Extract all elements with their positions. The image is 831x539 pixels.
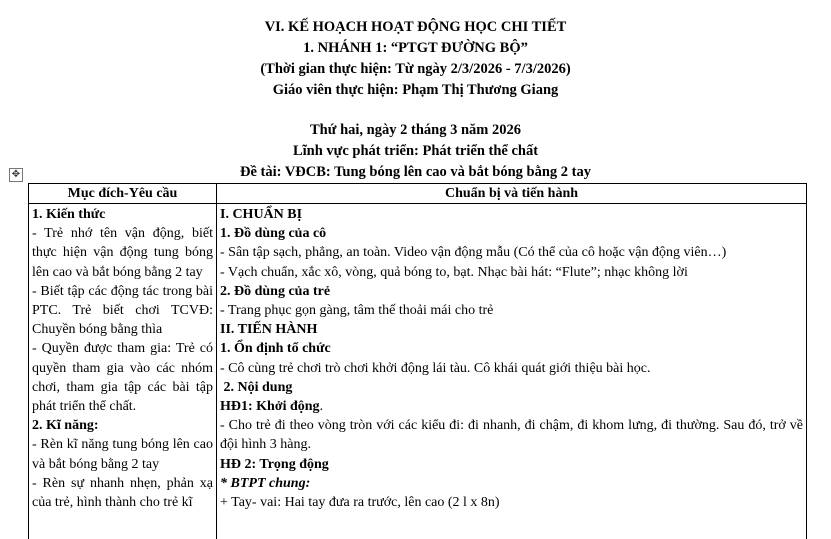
col-header-preparation: Chuẩn bị và tiến hành (217, 184, 807, 204)
knowledge-item: - Biết tập các động tác trong bài PTC. Trẻ biết chơi TCVĐ: Chuyền bóng bằng thìa (32, 283, 213, 338)
col-header-objectives: Mục đích-Yêu cầu (29, 184, 217, 204)
btpt-item: + Tay- vai: Hai tay đưa ra trước, lên cao (2 l x 8n) (220, 495, 500, 511)
development-field: Lĩnh vực phát triển: Phát triển thể chất (292, 143, 539, 159)
hd1-dot: . (319, 399, 324, 415)
procedure-title: II. TIẾN HÀNH (220, 322, 318, 338)
branch-title: 1. NHÁNH 1: “PTGT ĐƯỜNG BỘ” (303, 40, 528, 56)
knowledge-title: 1. Kiến thức (32, 207, 106, 222)
skills-item: - Rèn kĩ năng tung bóng lên cao và bắt bóng bằng 2 tay (32, 437, 213, 472)
table-header-row (29, 184, 807, 204)
teacher-tools-item: - Vạch chuẩn, xắc xô, vòng, quả bóng to, bạt. Nhạc bài hát: “Flute”; nhạc không lời (220, 264, 688, 280)
hd1-title: HĐ1: Khởi động (220, 399, 320, 415)
skills-title: 2. Kĩ năng: (32, 418, 99, 434)
spacer (0, 101, 831, 120)
objectives-cell (29, 204, 217, 539)
content-title: 2. Nội dung (220, 379, 293, 395)
knowledge-item: - Quyền được tham gia: Trẻ có quyền tham gia vào các nhóm chơi, tham gia tập các bài tập phát triển thể chất. (32, 341, 213, 415)
stabilize-item: - Cô cùng trẻ chơi trò chơi khởi động lái tàu. Cô khái quát giới thiệu bài học. (220, 360, 651, 376)
hd1-line (220, 397, 803, 416)
document-header (0, 17, 831, 183)
skills-item: - Rèn sự nhanh nhẹn, phản xạ của trẻ, hình thành cho trẻ kĩ (32, 475, 213, 511)
move-icon[interactable]: ✥ (9, 168, 23, 182)
preparation-cell (217, 204, 807, 539)
knowledge-item: - Trẻ nhớ tên vận động, biết thực hiện vận động tung bóng lên cao và bắt bóng bằng 2 tay (32, 226, 213, 280)
child-tools-item: - Trang phục gọn gàng, tâm thế thoải mái cho trẻ (220, 303, 494, 319)
prep-title: I. CHUẨN BỊ (220, 207, 303, 222)
teacher-name: Giáo viên thực hiện: Phạm Thị Thương Giang (272, 82, 559, 98)
child-tools-title: 2. Đồ dùng của trẻ (220, 283, 331, 299)
teacher-tools-item: - Sân tập sạch, phẳng, an toàn. Video vận động mẫu (Có thể của cô hoặc vận động viên…) (220, 245, 727, 261)
teacher-tools-title: 1. Đồ dùng của cô (220, 226, 327, 242)
lesson-date: Thứ hai, ngày 2 tháng 3 năm 2026 (310, 122, 521, 138)
time-period: (Thời gian thực hiện: Từ ngày 2/3/2026 - 7/3/2026) (260, 61, 571, 77)
hd2-title: HĐ 2: Trọng động (220, 456, 329, 472)
lesson-plan-table (28, 183, 807, 539)
hd1-item: - Cho trẻ đi theo vòng tròn với các kiểu đi: đi nhanh, đi chậm, đi khom lưng, đi thường. Sau đó, trở về đội hình 3 hàng. (220, 418, 803, 453)
lesson-topic: Đề tài: VĐCB: Tung bóng lên cao và bắt bóng bằng 2 tay (239, 164, 592, 180)
section-title: VI. KẾ HOẠCH HOẠT ĐỘNG HỌC CHI TIẾT (264, 19, 567, 35)
stabilize-title: 1. Ổn định tổ chức (220, 341, 331, 357)
table-row (29, 204, 807, 539)
btpt-title: * BTPT chung: (220, 475, 311, 491)
